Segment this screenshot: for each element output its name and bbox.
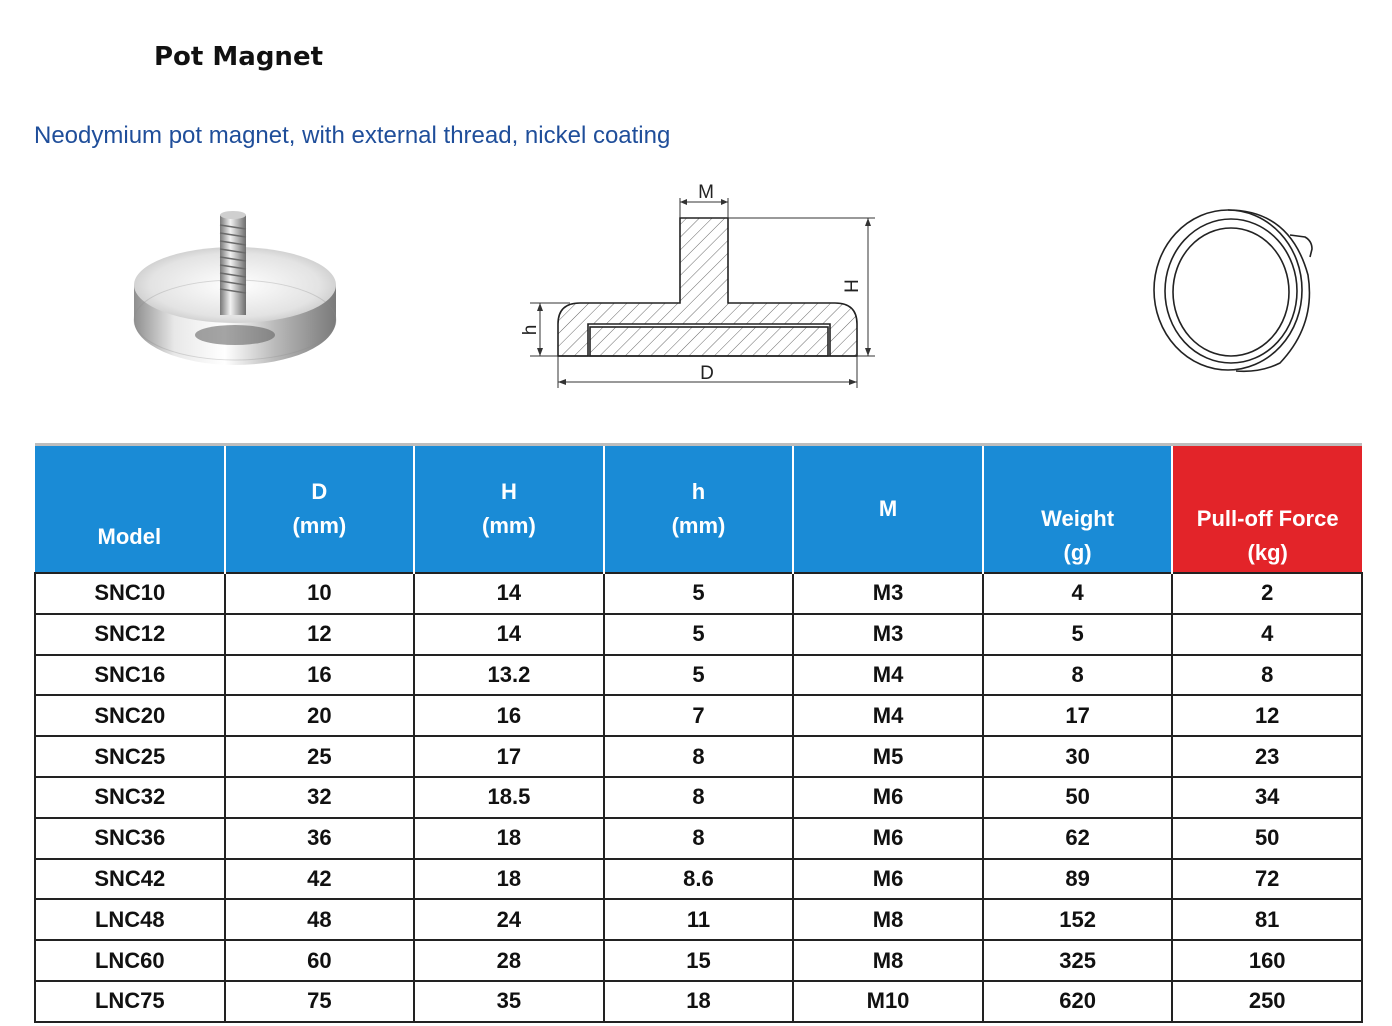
- cell-h-upper: 24: [414, 899, 604, 940]
- header-weight-unit: (g): [1063, 540, 1092, 565]
- table-row: [35, 777, 1362, 818]
- cell-weight: 5: [983, 614, 1173, 655]
- cell-d: 25: [225, 736, 415, 777]
- header-pull-off-force-unit: (kg): [1247, 540, 1288, 565]
- dimension-label-D: D: [700, 363, 714, 384]
- cell-h-lower: 7: [604, 695, 794, 736]
- cell-h-lower: 5: [604, 614, 794, 655]
- header-d-label: D: [311, 479, 328, 504]
- page-subtitle: Neodymium pot magnet, with external thread, nickel coating: [34, 122, 671, 149]
- cell-m: M3: [793, 573, 983, 614]
- cell-h-upper: 18.5: [414, 777, 604, 818]
- cell-m: M10: [793, 981, 983, 1022]
- header-m-label: M: [878, 496, 898, 521]
- table-row: [35, 981, 1362, 1022]
- cell-model: SNC25: [35, 736, 225, 777]
- dimension-label-h: h: [520, 324, 541, 336]
- cell-model: SNC42: [35, 859, 225, 900]
- cell-d: 75: [225, 981, 415, 1022]
- cell-d: 36: [225, 818, 415, 859]
- table-row: [35, 736, 1362, 777]
- dimension-label-M: M: [698, 182, 714, 203]
- cell-h-lower: 11: [604, 899, 794, 940]
- magnet-sketch: [1140, 195, 1340, 385]
- header-pull-off-force: [1172, 445, 1362, 574]
- cell-pull-off-force: 4: [1172, 614, 1362, 655]
- cell-h-lower: 15: [604, 940, 794, 981]
- cell-d: 42: [225, 859, 415, 900]
- header-h-upper-label: H: [500, 479, 517, 504]
- cell-weight: 62: [983, 818, 1173, 859]
- cell-pull-off-force: 81: [1172, 899, 1362, 940]
- table-row: [35, 573, 1362, 614]
- header-h-upper: [414, 445, 604, 574]
- header-h-lower-label: h: [691, 479, 706, 504]
- header-h-upper-unit: (mm): [482, 513, 536, 538]
- page-title: Pot Magnet: [154, 42, 323, 72]
- cell-h-upper: 18: [414, 818, 604, 859]
- cell-m: M3: [793, 614, 983, 655]
- table-row: [35, 940, 1362, 981]
- cell-model: SNC32: [35, 777, 225, 818]
- cell-m: M5: [793, 736, 983, 777]
- cell-model: SNC36: [35, 818, 225, 859]
- cell-model: SNC20: [35, 695, 225, 736]
- table-row: [35, 695, 1362, 736]
- cell-model: LNC60: [35, 940, 225, 981]
- cell-h-upper: 35: [414, 981, 604, 1022]
- table-row: [35, 614, 1362, 655]
- cell-d: 32: [225, 777, 415, 818]
- cell-pull-off-force: 34: [1172, 777, 1362, 818]
- cell-weight: 620: [983, 981, 1173, 1022]
- cell-model: LNC75: [35, 981, 225, 1022]
- cell-h-lower: 8.6: [604, 859, 794, 900]
- cell-m: M4: [793, 655, 983, 696]
- header-model: [35, 445, 225, 574]
- cell-weight: 4: [983, 573, 1173, 614]
- cell-pull-off-force: 8: [1172, 655, 1362, 696]
- header-d-unit: (mm): [292, 513, 347, 538]
- cell-model: LNC48: [35, 899, 225, 940]
- cell-pull-off-force: 72: [1172, 859, 1362, 900]
- cell-weight: 325: [983, 940, 1173, 981]
- cell-h-lower: 8: [604, 818, 794, 859]
- spec-table: [34, 443, 1363, 1023]
- cell-pull-off-force: 23: [1172, 736, 1362, 777]
- cell-d: 10: [225, 573, 415, 614]
- table-header-row: [35, 445, 1362, 574]
- cell-h-lower: 5: [604, 573, 794, 614]
- cell-d: 48: [225, 899, 415, 940]
- cell-h-lower: 18: [604, 981, 794, 1022]
- cell-h-upper: 18: [414, 859, 604, 900]
- cell-h-upper: 14: [414, 614, 604, 655]
- cell-h-lower: 5: [604, 655, 794, 696]
- cell-h-lower: 8: [604, 777, 794, 818]
- header-h-lower: [604, 445, 794, 574]
- cell-weight: 50: [983, 777, 1173, 818]
- cell-h-upper: 17: [414, 736, 604, 777]
- header-weight-label: Weight: [1041, 506, 1115, 531]
- table-row: [35, 859, 1362, 900]
- cell-weight: 89: [983, 859, 1173, 900]
- cell-weight: 8: [983, 655, 1173, 696]
- header-h-lower-unit: (mm): [671, 513, 726, 538]
- cell-pull-off-force: 160: [1172, 940, 1362, 981]
- cell-weight: 30: [983, 736, 1173, 777]
- cell-h-upper: 28: [414, 940, 604, 981]
- cell-d: 20: [225, 695, 415, 736]
- cell-pull-off-force: 50: [1172, 818, 1362, 859]
- cell-h-upper: 16: [414, 695, 604, 736]
- cell-d: 60: [225, 940, 415, 981]
- cell-pull-off-force: 250: [1172, 981, 1362, 1022]
- cell-weight: 152: [983, 899, 1173, 940]
- cell-m: M4: [793, 695, 983, 736]
- cell-m: M6: [793, 818, 983, 859]
- cell-m: M6: [793, 777, 983, 818]
- cell-model: SNC10: [35, 573, 225, 614]
- table-row: [35, 655, 1362, 696]
- header-d: [225, 445, 415, 574]
- cell-pull-off-force: 2: [1172, 573, 1362, 614]
- table-row: [35, 899, 1362, 940]
- cell-d: 16: [225, 655, 415, 696]
- cell-h-upper: 14: [414, 573, 604, 614]
- cell-h-upper: 13.2: [414, 655, 604, 696]
- cell-m: M8: [793, 899, 983, 940]
- table-body: [35, 573, 1362, 1022]
- cell-model: SNC12: [35, 614, 225, 655]
- cell-d: 12: [225, 614, 415, 655]
- cell-pull-off-force: 12: [1172, 695, 1362, 736]
- header-pull-off-force-label: Pull-off Force: [1196, 506, 1339, 531]
- product-photo: [120, 195, 350, 385]
- header-weight: [983, 445, 1173, 574]
- cell-m: M8: [793, 940, 983, 981]
- table-row: [35, 818, 1362, 859]
- header-model-label: Model: [97, 524, 162, 549]
- cell-h-lower: 8: [604, 736, 794, 777]
- technical-drawing: [510, 178, 890, 393]
- cell-weight: 17: [983, 695, 1173, 736]
- dimension-label-H: H: [842, 279, 863, 293]
- cell-m: M6: [793, 859, 983, 900]
- header-m: [793, 445, 983, 574]
- cell-model: SNC16: [35, 655, 225, 696]
